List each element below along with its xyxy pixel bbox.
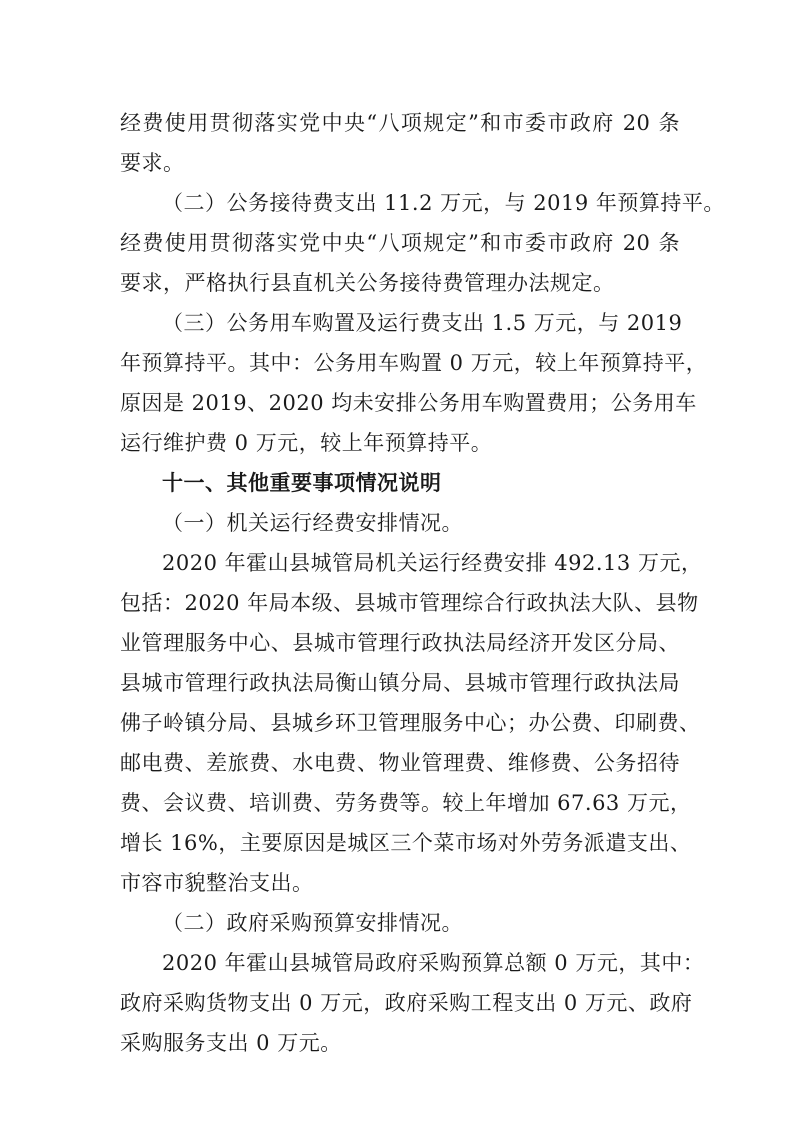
paragraph-line: 运行维护费 0 万元，较上年预算持平。 — [120, 431, 493, 455]
paragraph-line: 要求。 — [120, 151, 185, 175]
paragraph-line: 经费使用贯彻落实党中央“八项规定”和市委市政府 20 条 — [120, 111, 680, 135]
paragraph-line: 包括：2020 年局本级、县城市管理综合行政执法大队、县物 — [120, 591, 699, 615]
paragraph-line: （二）政府采购预算安排情况。 — [162, 911, 463, 935]
paragraph-line: 邮电费、差旅费、水电费、物业管理费、维修费、公务招待 — [120, 751, 680, 775]
paragraph-line: 2020 年霍山县城管局机关运行经费安排 492.13 万元， — [162, 551, 703, 575]
paragraph-line: 增长 16%，主要原因是城区三个菜市场对外劳务派遣支出、 — [120, 831, 692, 855]
paragraph-line: 业管理服务中心、县城市管理行政执法局经济开发区分局、 — [120, 631, 680, 655]
paragraph-line: 原因是 2019、2020 均未安排公务用车购置费用；公务用车 — [120, 391, 697, 415]
paragraph-line: （二）公务接待费支出 11.2 万元，与 2019 年预算持平。 — [162, 191, 725, 215]
paragraph-line: 市容市貌整治支出。 — [120, 871, 314, 895]
paragraph-line: （一）机关运行经费安排情况。 — [162, 511, 463, 535]
paragraph-line: 经费使用贯彻落实党中央“八项规定”和市委市政府 20 条 — [120, 231, 680, 255]
paragraph-line: 要求，严格执行县直机关公务接待费管理办法规定。 — [120, 271, 615, 295]
paragraph-line: 政府采购货物支出 0 万元，政府采购工程支出 0 万元、政府 — [120, 991, 693, 1015]
section-heading: 十一、其他重要事项情况说明 — [162, 471, 442, 495]
paragraph-line: 佛子岭镇分局、县城乡环卫管理服务中心；办公费、印刷费、 — [120, 711, 701, 735]
paragraph-line: 2020 年霍山县城管局政府采购预算总额 0 万元，其中： — [162, 951, 705, 975]
paragraph-line: 采购服务支出 0 万元。 — [120, 1031, 342, 1055]
paragraph-line: （三）公务用车购置及运行费支出 1.5 万元，与 2019 — [162, 311, 683, 335]
paragraph-line: 费、会议费、培训费、劳务费等。较上年增加 67.63 万元， — [120, 791, 692, 815]
paragraph-line: 年预算持平。其中：公务用车购置 0 万元，较上年预算持平， — [120, 351, 708, 375]
paragraph-line: 县城市管理行政执法局衡山镇分局、县城市管理行政执法局 — [120, 671, 680, 695]
